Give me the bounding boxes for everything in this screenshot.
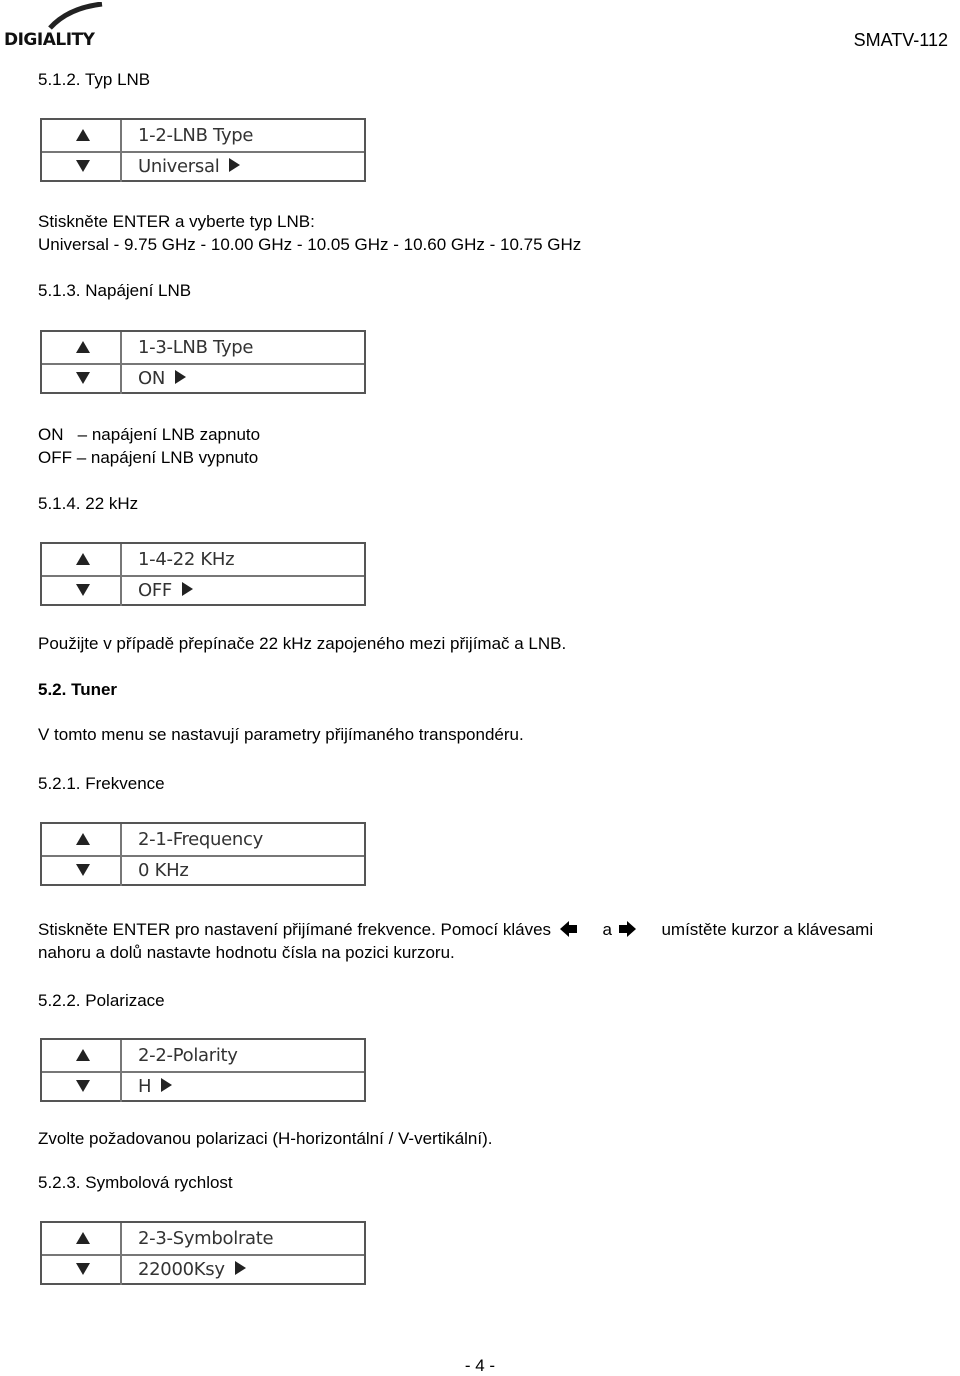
lcd-menu-title: 2-3-Symbolrate bbox=[138, 1228, 274, 1249]
down-triangle-icon bbox=[76, 864, 90, 876]
lcd-menu-title: 1-4-22 KHz bbox=[138, 549, 235, 570]
play-arrow-icon bbox=[175, 370, 186, 384]
lcd-menu-value bbox=[138, 368, 186, 389]
play-arrow-icon bbox=[235, 1261, 246, 1275]
play-arrow-icon bbox=[182, 582, 193, 596]
up-cell bbox=[42, 824, 122, 855]
lcd-row-2 bbox=[42, 1071, 364, 1102]
lcd-menu-title: 1-2-LNB Type bbox=[138, 125, 254, 146]
up-cell bbox=[42, 120, 122, 151]
lcd-row-1 bbox=[42, 1040, 364, 1073]
lcd-row-2 bbox=[42, 575, 364, 606]
paragraph: Použijte v případě přepínače 22 kHz zapojeného mezi přijímač a LNB. bbox=[38, 634, 567, 653]
lcd-value-text: H bbox=[138, 1076, 152, 1097]
paragraph: V tomto menu se nastavují parametry přijímaného transpondéru. bbox=[38, 725, 524, 744]
brand-name: DIGIALITY bbox=[4, 30, 95, 50]
lcd-menu-title: 2-1-Frequency bbox=[138, 829, 263, 850]
lcd-display bbox=[40, 330, 366, 394]
down-cell bbox=[42, 363, 122, 394]
play-arrow-icon bbox=[161, 1078, 172, 1092]
down-triangle-icon bbox=[76, 372, 90, 384]
lcd-display bbox=[40, 118, 366, 182]
down-cell bbox=[42, 855, 122, 886]
down-triangle-icon bbox=[76, 1080, 90, 1092]
paragraph: nahoru a dolů nastavte hodnotu čísla na pozici kurzoru. bbox=[38, 943, 455, 962]
section-heading: 5.2.3. Symbolová rychlost bbox=[38, 1173, 233, 1192]
down-cell bbox=[42, 1254, 122, 1285]
lcd-menu-title: 2-2-Polarity bbox=[138, 1045, 238, 1066]
up-triangle-icon bbox=[76, 129, 90, 141]
paragraph: OFF – napájení LNB vypnuto bbox=[38, 448, 259, 467]
section-heading: 5.1.2. Typ LNB bbox=[38, 70, 151, 89]
down-triangle-icon bbox=[76, 584, 90, 596]
down-cell bbox=[42, 151, 122, 182]
paragraph: Universal - 9.75 GHz - 10.00 GHz - 10.05 GHz - 10.60 GHz - 10.75 GHz bbox=[38, 235, 582, 254]
up-cell bbox=[42, 332, 122, 363]
paragraph: Stiskněte ENTER a vyberte typ LNB: bbox=[38, 212, 315, 231]
section-heading: 5.2. Tuner bbox=[38, 680, 118, 699]
up-triangle-icon bbox=[76, 553, 90, 565]
down-triangle-icon bbox=[76, 1263, 90, 1275]
lcd-display bbox=[40, 1038, 366, 1102]
lcd-display bbox=[40, 822, 366, 886]
lcd-display bbox=[40, 542, 366, 606]
section-heading: 5.1.4. 22 kHz bbox=[38, 494, 139, 513]
brand-logo bbox=[4, 6, 104, 48]
down-triangle-icon bbox=[76, 160, 90, 172]
paragraph-line bbox=[38, 920, 873, 940]
page-number: - 4 - bbox=[464, 1356, 496, 1375]
paragraph: ON – napájení LNB zapnuto bbox=[38, 425, 261, 444]
lcd-display bbox=[40, 1221, 366, 1285]
lcd-menu-title: 1-3-LNB Type bbox=[138, 337, 254, 358]
lcd-value-text: ON bbox=[138, 368, 166, 389]
section-heading: 5.2.1. Frekvence bbox=[38, 774, 165, 793]
lcd-value-text: OFF bbox=[138, 580, 172, 601]
up-triangle-icon bbox=[76, 1049, 90, 1061]
lcd-value-text: Universal bbox=[138, 156, 220, 177]
lcd-row-2 bbox=[42, 855, 364, 886]
paragraph: Zvolte požadovanou polarizaci (H-horizontální / V-vertikální). bbox=[38, 1129, 493, 1148]
section-heading: 5.2.2. Polarizace bbox=[38, 991, 165, 1010]
right-arrow-key-icon bbox=[619, 921, 639, 937]
logo-swoosh-icon bbox=[48, 2, 148, 32]
paragraph-text: umístěte kurzor a klávesami bbox=[661, 920, 874, 939]
up-cell bbox=[42, 1040, 122, 1071]
left-arrow-key-icon bbox=[560, 921, 580, 937]
lcd-menu-value bbox=[138, 580, 193, 601]
lcd-menu-value: 0 KHz bbox=[138, 860, 189, 881]
lcd-menu-value bbox=[138, 1259, 246, 1280]
down-cell bbox=[42, 1071, 122, 1102]
lcd-menu-value bbox=[138, 156, 240, 177]
lcd-value-text: 22000Ksy bbox=[138, 1259, 225, 1280]
down-cell bbox=[42, 575, 122, 606]
paragraph-text: a bbox=[602, 920, 612, 939]
play-arrow-icon bbox=[229, 158, 240, 172]
section-heading: 5.1.3. Napájení LNB bbox=[38, 281, 192, 300]
lcd-row-2 bbox=[42, 151, 364, 182]
lcd-row-1 bbox=[42, 544, 364, 577]
up-triangle-icon bbox=[76, 1232, 90, 1244]
lcd-row-2 bbox=[42, 1254, 364, 1285]
model-number: SMATV-112 bbox=[853, 30, 948, 50]
lcd-row-1 bbox=[42, 120, 364, 153]
lcd-row-1 bbox=[42, 1223, 364, 1256]
paragraph-text: Stiskněte ENTER pro nastavení přijímané frekvence. Pomocí kláves bbox=[38, 920, 552, 939]
up-triangle-icon bbox=[76, 833, 90, 845]
lcd-row-1 bbox=[42, 824, 364, 857]
up-cell bbox=[42, 1223, 122, 1254]
up-triangle-icon bbox=[76, 341, 90, 353]
lcd-row-2 bbox=[42, 363, 364, 394]
lcd-row-1 bbox=[42, 332, 364, 365]
lcd-menu-value bbox=[138, 1076, 172, 1097]
up-cell bbox=[42, 544, 122, 575]
